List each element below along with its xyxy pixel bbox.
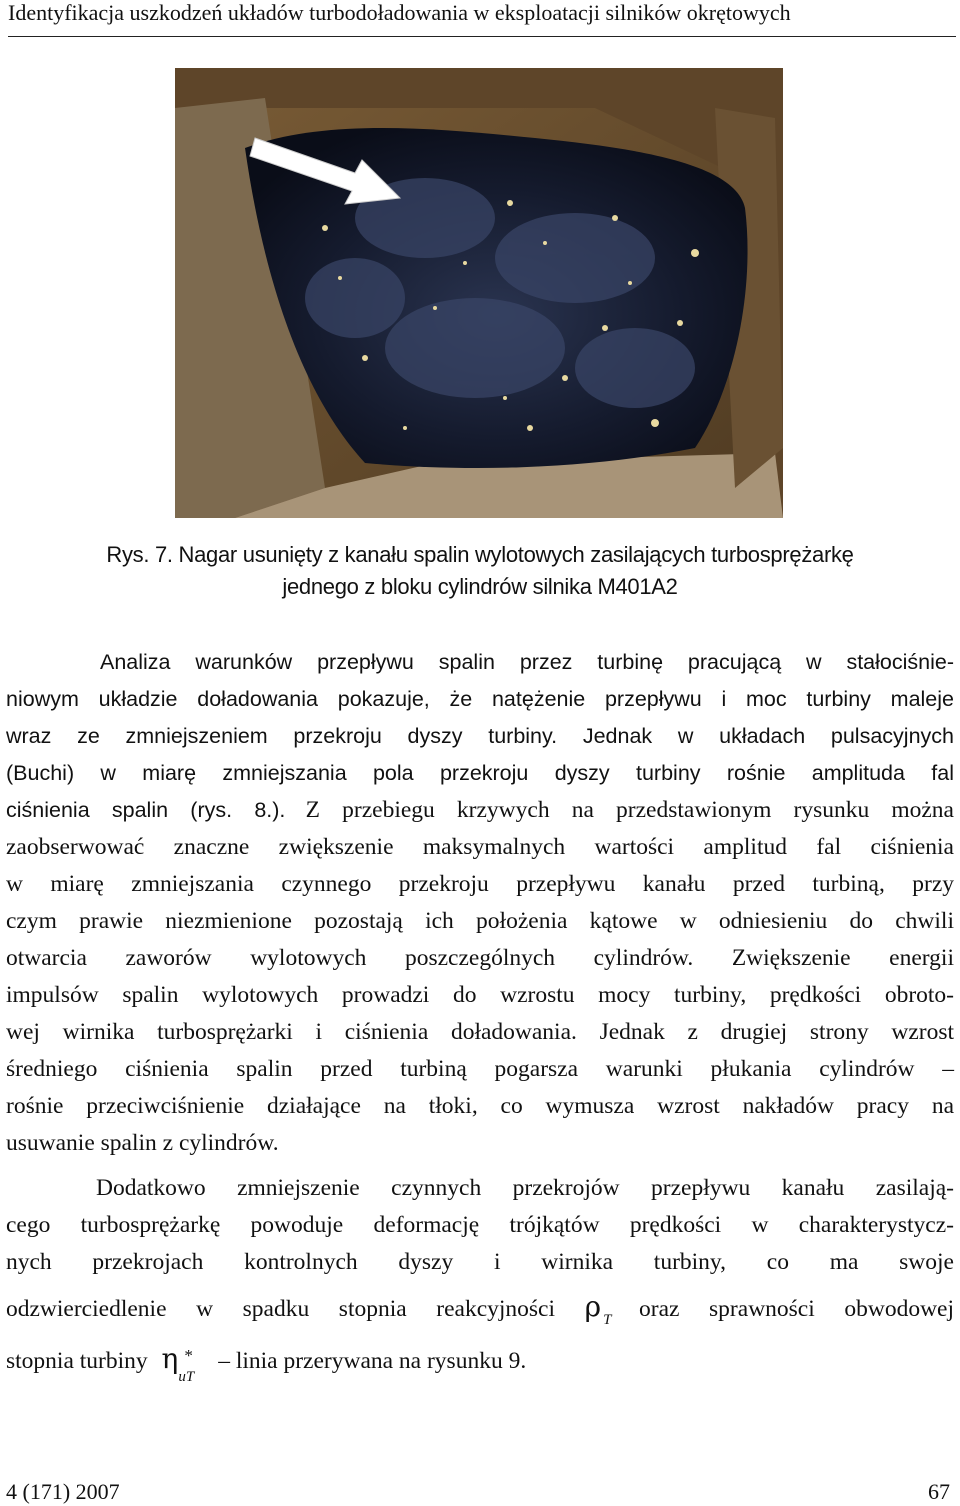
- figure-caption: [60, 539, 900, 603]
- body-text-line: wraz ze zmniejszeniem przekroju dyszy turbiny. Jednak w układach pulsacyjnych: [6, 724, 954, 748]
- body-text-line: wej wirnika turbosprężarki i ciśnienia doładowania. Jednak z drugiej strony wzrost: [6, 1019, 954, 1045]
- body-text-fragment: Z przebiegu krzywych na przedstawionym rysunku można: [305, 797, 954, 823]
- photo-image: [175, 68, 783, 518]
- body-text-line: otwarcia zaworów wylotowych poszczególnych cylindrów. Zwiększenie energii: [6, 945, 954, 971]
- issue-number: 4 (171) 2007: [6, 1479, 120, 1504]
- eta-symbol: [161, 1340, 203, 1385]
- body-text-line: (Buchi) w miarę zmniejszania pola przekroju dyszy turbiny rośnie amplituda fal: [6, 761, 954, 785]
- running-header: Identyfikacja uszkodzeń układów turbodoładowania w eksploatacji silników okrętowych: [8, 0, 956, 37]
- body-text-line: Analiza warunków przepływu spalin przez turbinę pracującą w stałociśnie-: [100, 650, 954, 674]
- body-text-line: Dodatkowo zmniejszenie czynnych przekrojów przepływu kanału zasilają-: [96, 1175, 954, 1201]
- caption-line: jednego z bloku cylindrów silnika M401A2: [282, 574, 678, 599]
- body-text-line: usuwanie spalin z cylindrów.: [6, 1130, 279, 1156]
- body-text-line-mixed: [6, 792, 954, 829]
- body-text-fragment: ciśnienia spalin (rys. 8.).: [6, 798, 286, 822]
- eta-superscript: *: [184, 1346, 193, 1365]
- body-text-line: czym prawie niezmienione pozostają ich położenia kątowe w odniesieniu do chwili: [6, 908, 954, 934]
- rho-subscript: T: [603, 1312, 612, 1328]
- body-text-fragment: stopnia turbiny: [6, 1348, 148, 1374]
- eta-subscript: uT: [178, 1369, 195, 1385]
- body-text-line: średniego ciśnienia spalin przed turbiną pogarsza warunki płukania cylindrów –: [6, 1056, 954, 1082]
- body-text-fragment: – linia przerywana na rysunku 9.: [218, 1348, 527, 1374]
- body-text-line: zaobserwować znaczne zwiększenie maksymalnych wartości amplitud fal ciśnienia: [6, 834, 954, 860]
- eta-glyph: η: [161, 1342, 179, 1375]
- body-text-line-with-symbol: [6, 1288, 954, 1331]
- rho-glyph: ρ: [584, 1290, 602, 1323]
- body-text-fragment: oraz sprawności obwodowej: [639, 1296, 954, 1322]
- body-text-line: nych przekrojach kontrolnych dyszy i wirnika turbiny, co ma swoje: [6, 1249, 954, 1275]
- body-text-fragment: odzwierciedlenie w spadku stopnia reakcyjności: [6, 1296, 556, 1322]
- rho-symbol: [585, 1288, 610, 1331]
- body-text-line: rośnie przeciwciśnienie działające na tłoki, co wymusza wzrost nakładów pracy na: [6, 1093, 954, 1119]
- body-text-line-with-symbol: [6, 1340, 954, 1385]
- soot-deposit-photo: [175, 68, 783, 518]
- body-text-line: w miarę zmniejszania czynnego przekroju przepływu kanału przed turbiną, przy: [6, 871, 954, 897]
- body-text-line: niowym układzie doładowania pokazuje, że natężenie przepływu i moc turbiny maleje: [6, 687, 954, 711]
- page-number: 67: [928, 1479, 950, 1504]
- body-text-line: cego turbosprężarkę powoduje deformację trójkątów prędkości w charakterystycz-: [6, 1212, 954, 1238]
- caption-line: Rys. 7. Nagar usunięty z kanału spalin wylotowych zasilających turbosprężarkę: [106, 542, 854, 567]
- body-text-line: impulsów spalin wylotowych prowadzi do wzrostu mocy turbiny, prędkości obroto-: [6, 982, 954, 1008]
